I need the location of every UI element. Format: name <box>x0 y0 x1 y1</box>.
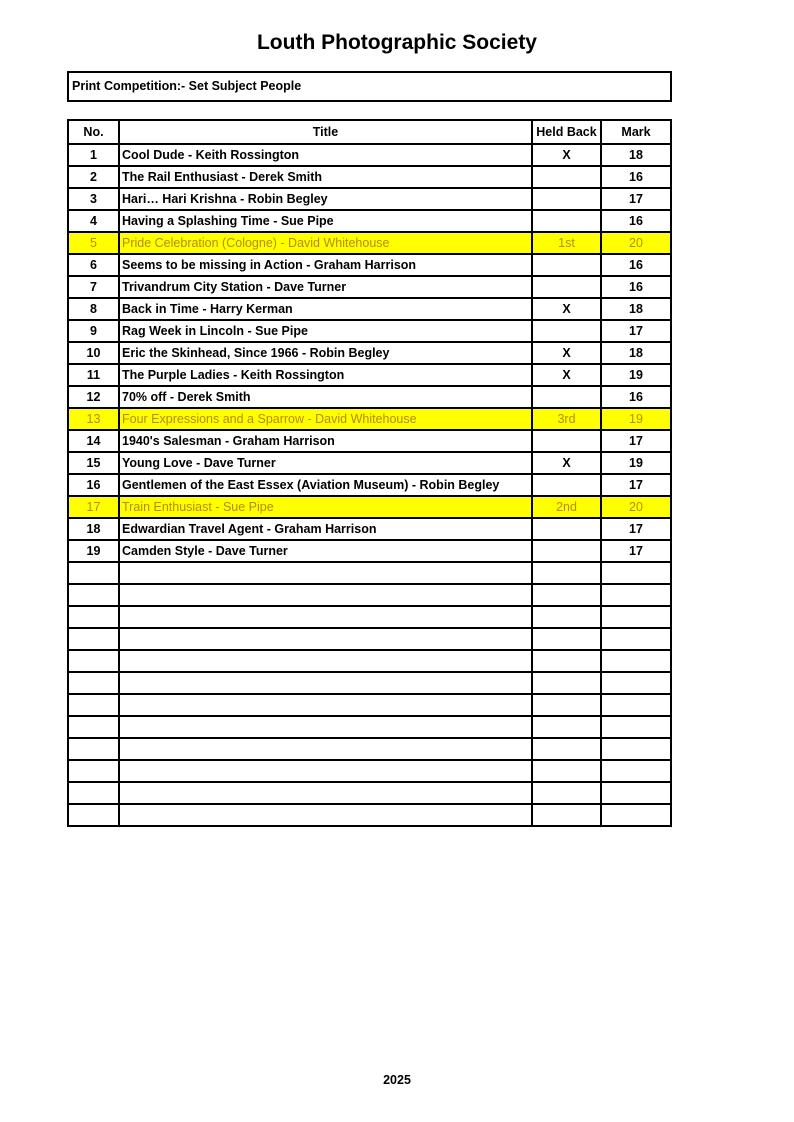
cell-no: 7 <box>68 276 119 298</box>
cell-held-back: 1st <box>532 232 601 254</box>
cell-mark: 16 <box>601 254 671 276</box>
empty-cell <box>68 672 119 694</box>
cell-no: 2 <box>68 166 119 188</box>
cell-no: 9 <box>68 320 119 342</box>
cell-held-back: X <box>532 298 601 320</box>
cell-no: 6 <box>68 254 119 276</box>
cell-held-back: X <box>532 144 601 166</box>
empty-cell <box>68 650 119 672</box>
empty-table-row <box>68 716 671 738</box>
empty-cell <box>532 760 601 782</box>
cell-held-back <box>532 518 601 540</box>
cell-mark: 20 <box>601 496 671 518</box>
empty-table-row <box>68 584 671 606</box>
cell-held-back <box>532 276 601 298</box>
empty-cell <box>119 782 532 804</box>
empty-cell <box>68 738 119 760</box>
cell-no: 1 <box>68 144 119 166</box>
empty-table-row <box>68 650 671 672</box>
empty-cell <box>601 584 671 606</box>
cell-title: Edwardian Travel Agent - Graham Harrison <box>119 518 532 540</box>
cell-mark: 19 <box>601 364 671 386</box>
cell-held-back <box>532 254 601 276</box>
cell-mark: 17 <box>601 518 671 540</box>
page-title: Louth Photographic Society <box>256 31 537 54</box>
cell-title: Seems to be missing in Action - Graham Harrison <box>119 254 532 276</box>
empty-cell <box>601 782 671 804</box>
table-row <box>68 276 671 298</box>
cell-held-back <box>532 430 601 452</box>
empty-table-row <box>68 782 671 804</box>
footer-year: 2025 <box>383 1073 411 1087</box>
empty-cell <box>68 716 119 738</box>
empty-cell <box>601 628 671 650</box>
empty-cell <box>532 782 601 804</box>
empty-cell <box>68 584 119 606</box>
empty-cell <box>68 804 119 826</box>
cell-held-back <box>532 320 601 342</box>
cell-title: Camden Style - Dave Turner <box>119 540 532 562</box>
cell-held-back <box>532 386 601 408</box>
empty-cell <box>532 650 601 672</box>
cell-mark: 18 <box>601 144 671 166</box>
cell-held-back: 3rd <box>532 408 601 430</box>
table-row <box>68 408 671 430</box>
cell-mark: 19 <box>601 452 671 474</box>
cell-held-back <box>532 188 601 210</box>
empty-cell <box>68 760 119 782</box>
cell-title: Hari… Hari Krishna - Robin Begley <box>119 188 532 210</box>
empty-cell <box>119 562 532 584</box>
table-row <box>68 320 671 342</box>
empty-cell <box>532 738 601 760</box>
cell-title: 1940's Salesman - Graham Harrison <box>119 430 532 452</box>
cell-title: 70% off - Derek Smith <box>119 386 532 408</box>
empty-cell <box>119 584 532 606</box>
cell-no: 19 <box>68 540 119 562</box>
cell-title: Four Expressions and a Sparrow - David Whitehouse <box>119 408 532 430</box>
table-row <box>68 342 671 364</box>
cell-held-back: X <box>532 364 601 386</box>
cell-mark: 17 <box>601 320 671 342</box>
table-row <box>68 518 671 540</box>
empty-table-row <box>68 672 671 694</box>
empty-cell <box>601 738 671 760</box>
empty-table-row <box>68 804 671 826</box>
cell-mark: 16 <box>601 276 671 298</box>
cell-no: 11 <box>68 364 119 386</box>
table-row <box>68 474 671 496</box>
empty-cell <box>601 760 671 782</box>
empty-cell <box>601 650 671 672</box>
cell-title: Young Love - Dave Turner <box>119 452 532 474</box>
cell-mark: 20 <box>601 232 671 254</box>
table-row <box>68 496 671 518</box>
cell-mark: 18 <box>601 342 671 364</box>
empty-cell <box>601 672 671 694</box>
cell-title: Trivandrum City Station - Dave Turner <box>119 276 532 298</box>
empty-table-row <box>68 738 671 760</box>
cell-title: Rag Week in Lincoln - Sue Pipe <box>119 320 532 342</box>
empty-cell <box>68 628 119 650</box>
empty-cell <box>601 606 671 628</box>
empty-cell <box>119 628 532 650</box>
cell-title: Cool Dude - Keith Rossington <box>119 144 532 166</box>
cell-no: 4 <box>68 210 119 232</box>
empty-cell <box>119 606 532 628</box>
table-row <box>68 232 671 254</box>
cell-no: 12 <box>68 386 119 408</box>
cell-title: Back in Time - Harry Kerman <box>119 298 532 320</box>
column-header-no: No. <box>68 120 119 144</box>
empty-cell <box>119 672 532 694</box>
cell-held-back: X <box>532 452 601 474</box>
cell-mark: 19 <box>601 408 671 430</box>
results-table <box>67 119 672 827</box>
empty-cell <box>532 606 601 628</box>
table-row <box>68 540 671 562</box>
cell-no: 18 <box>68 518 119 540</box>
table-row <box>68 144 671 166</box>
empty-cell <box>68 694 119 716</box>
empty-cell <box>119 738 532 760</box>
cell-no: 15 <box>68 452 119 474</box>
cell-no: 14 <box>68 430 119 452</box>
table-row <box>68 364 671 386</box>
cell-mark: 17 <box>601 430 671 452</box>
cell-held-back: X <box>532 342 601 364</box>
cell-title: Eric the Skinhead, Since 1966 - Robin Begley <box>119 342 532 364</box>
empty-cell <box>532 562 601 584</box>
competition-subject: Print Competition:- Set Subject People <box>67 71 672 102</box>
cell-no: 3 <box>68 188 119 210</box>
cell-no: 17 <box>68 496 119 518</box>
cell-held-back <box>532 210 601 232</box>
cell-mark: 16 <box>601 166 671 188</box>
empty-cell <box>601 694 671 716</box>
empty-table-row <box>68 628 671 650</box>
empty-cell <box>601 804 671 826</box>
column-header-title: Title <box>119 120 532 144</box>
empty-cell <box>119 694 532 716</box>
cell-mark: 17 <box>601 474 671 496</box>
table-row <box>68 188 671 210</box>
table-row <box>68 386 671 408</box>
empty-table-row <box>68 694 671 716</box>
cell-mark: 18 <box>601 298 671 320</box>
empty-cell <box>532 804 601 826</box>
empty-cell <box>601 562 671 584</box>
empty-cell <box>532 628 601 650</box>
cell-title: The Purple Ladies - Keith Rossington <box>119 364 532 386</box>
cell-title: Pride Celebration (Cologne) - David Whitehouse <box>119 232 532 254</box>
cell-held-back: 2nd <box>532 496 601 518</box>
empty-cell <box>119 716 532 738</box>
cell-mark: 16 <box>601 386 671 408</box>
cell-title: Train Enthusiast - Sue Pipe <box>119 496 532 518</box>
empty-cell <box>68 606 119 628</box>
table-header-row <box>68 120 671 144</box>
table-row <box>68 254 671 276</box>
table-row <box>68 430 671 452</box>
empty-cell <box>532 584 601 606</box>
cell-held-back <box>532 166 601 188</box>
empty-cell <box>68 562 119 584</box>
empty-cell <box>68 782 119 804</box>
empty-table-row <box>68 562 671 584</box>
cell-no: 8 <box>68 298 119 320</box>
empty-table-row <box>68 760 671 782</box>
table-row <box>68 166 671 188</box>
empty-cell <box>532 672 601 694</box>
empty-cell <box>532 694 601 716</box>
empty-cell <box>119 760 532 782</box>
empty-cell <box>601 716 671 738</box>
table-row <box>68 298 671 320</box>
cell-mark: 17 <box>601 540 671 562</box>
cell-held-back <box>532 474 601 496</box>
cell-mark: 16 <box>601 210 671 232</box>
empty-cell <box>119 650 532 672</box>
table-row <box>68 452 671 474</box>
column-header-held-back: Held Back <box>532 120 601 144</box>
cell-no: 10 <box>68 342 119 364</box>
empty-cell <box>532 716 601 738</box>
column-header-mark: Mark <box>601 120 671 144</box>
cell-no: 13 <box>68 408 119 430</box>
empty-cell <box>119 804 532 826</box>
cell-no: 16 <box>68 474 119 496</box>
table-row <box>68 210 671 232</box>
empty-table-row <box>68 606 671 628</box>
cell-held-back <box>532 540 601 562</box>
cell-title: Gentlemen of the East Essex (Aviation Museum) - Robin Begley <box>119 474 532 496</box>
cell-title: The Rail Enthusiast - Derek Smith <box>119 166 532 188</box>
results-body <box>68 144 671 826</box>
cell-title: Having a Splashing Time - Sue Pipe <box>119 210 532 232</box>
cell-mark: 17 <box>601 188 671 210</box>
cell-no: 5 <box>68 232 119 254</box>
